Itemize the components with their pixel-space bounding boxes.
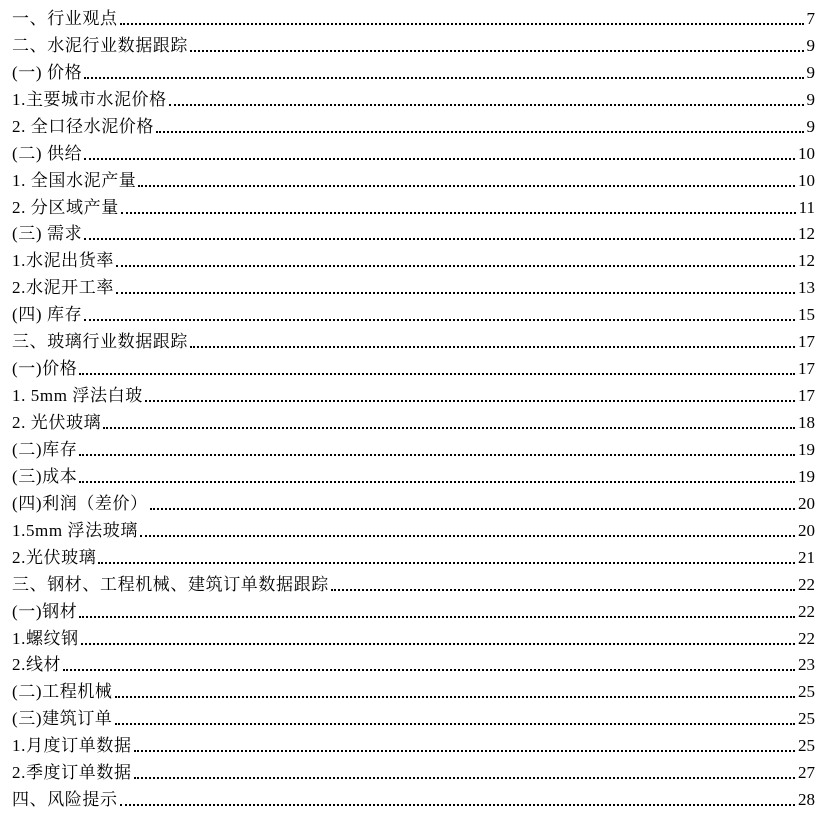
toc-entry-title[interactable]: 一、行业观点: [12, 8, 118, 28]
toc-entry-page-number[interactable]: 18: [798, 413, 815, 432]
toc-entry-page-number[interactable]: 17: [798, 386, 815, 406]
toc-entry[interactable]: [12, 487, 815, 514]
toc-entry-page-number[interactable]: 28: [798, 790, 815, 810]
dot-leader: [169, 104, 804, 106]
toc-entry[interactable]: [12, 110, 815, 137]
toc-entry[interactable]: [12, 56, 815, 83]
dot-leader: [79, 481, 795, 483]
toc-entry[interactable]: [12, 729, 815, 756]
toc-entry-title[interactable]: 1.月度订单数据: [12, 736, 132, 756]
toc-entry-title[interactable]: (二) 供给: [12, 143, 83, 163]
dot-leader: [103, 427, 795, 429]
toc-entry-title[interactable]: 三、钢材、工程机械、建筑订单数据跟踪: [12, 574, 329, 594]
toc-entry-title[interactable]: 2. 全口径水泥价格: [12, 116, 154, 136]
toc-entry-title[interactable]: 二、水泥行业数据跟踪: [12, 35, 188, 55]
toc-entry-page-number[interactable]: 9: [806, 35, 815, 55]
toc-entry-page-number[interactable]: 12: [798, 251, 815, 271]
toc-entry-page-number[interactable]: 25: [798, 736, 815, 756]
toc-entry-title[interactable]: (三)建筑订单: [12, 709, 113, 729]
toc-entry-title[interactable]: 1.螺纹钢: [12, 628, 79, 648]
toc-entry-page-number[interactable]: 12: [798, 224, 815, 244]
dot-leader: [84, 77, 803, 79]
toc-entry[interactable]: [12, 83, 815, 110]
toc-entry[interactable]: [12, 514, 815, 541]
toc-entry-title[interactable]: 2.季度订单数据: [12, 763, 132, 783]
dot-leader: [116, 265, 795, 267]
toc-entry-page-number[interactable]: 25: [798, 709, 815, 729]
dot-leader: [79, 616, 795, 618]
dot-leader: [84, 238, 795, 240]
toc-entry-page-number[interactable]: 22: [798, 574, 815, 594]
toc-entry-title[interactable]: (四) 库存: [12, 305, 83, 325]
toc-entry-title[interactable]: 2. 光伏玻璃: [12, 413, 102, 432]
toc-entry-page-number[interactable]: 20: [798, 520, 815, 540]
dot-leader: [81, 643, 795, 645]
toc-entry-title[interactable]: 三、玻璃行业数据跟踪: [12, 332, 188, 352]
toc-entry-page-number[interactable]: 11: [798, 197, 815, 217]
toc-entry-page-number[interactable]: 17: [798, 332, 815, 352]
toc-entry-title[interactable]: (二)工程机械: [12, 682, 113, 702]
toc-entry-title[interactable]: 1. 全国水泥产量: [12, 170, 137, 190]
toc-entry[interactable]: [12, 352, 815, 379]
toc-entry-page-number[interactable]: 17: [798, 359, 815, 379]
dot-leader: [134, 777, 795, 779]
toc-entry-page-number[interactable]: 21: [798, 547, 815, 567]
table-of-contents: [12, 2, 815, 810]
dot-leader: [120, 804, 795, 806]
toc-entry-title[interactable]: 2.水泥开工率: [12, 278, 114, 298]
toc-entry[interactable]: [12, 702, 815, 729]
toc-entry-title[interactable]: (一) 价格: [12, 62, 83, 82]
toc-entry-title[interactable]: (三) 需求: [12, 224, 83, 244]
toc-entry-page-number[interactable]: 23: [798, 655, 815, 675]
toc-entry[interactable]: [12, 191, 815, 218]
toc-entry-title[interactable]: 2. 分区域产量: [12, 197, 119, 217]
toc-entry[interactable]: [12, 137, 815, 164]
toc-entry[interactable]: [12, 756, 815, 783]
toc-entry-page-number[interactable]: 9: [806, 116, 815, 136]
toc-entry-page-number[interactable]: 19: [798, 466, 815, 486]
toc-entry-title[interactable]: (一)钢材: [12, 601, 78, 621]
dot-leader: [150, 508, 795, 510]
dot-leader: [331, 589, 795, 591]
toc-entry[interactable]: [12, 649, 815, 676]
dot-leader: [79, 373, 795, 375]
dot-leader: [134, 750, 795, 752]
toc-entry[interactable]: [12, 379, 815, 406]
toc-entry-title[interactable]: 1.主要城市水泥价格: [12, 89, 167, 109]
toc-entry[interactable]: [12, 595, 815, 622]
dot-leader: [115, 696, 795, 698]
dot-leader: [156, 131, 804, 133]
toc-entry-page-number[interactable]: 10: [798, 143, 815, 163]
toc-entry[interactable]: [12, 406, 815, 433]
toc-entry-title[interactable]: 2.线材: [12, 655, 62, 675]
dot-leader: [120, 23, 804, 25]
toc-entry-title[interactable]: 1.5mm 浮法玻璃: [12, 520, 138, 540]
dot-leader: [84, 319, 795, 321]
dot-leader: [116, 292, 795, 294]
toc-entry-title[interactable]: (二)库存: [12, 439, 78, 459]
toc-entry[interactable]: [12, 460, 815, 487]
dot-leader: [138, 185, 795, 187]
dot-leader: [115, 723, 795, 725]
toc-entry-title[interactable]: 1. 5mm 浮法白玻: [12, 386, 143, 406]
toc-entry-page-number[interactable]: 22: [798, 628, 815, 648]
toc-entry-title[interactable]: 1.水泥出货率: [12, 251, 114, 271]
toc-entry-page-number[interactable]: 27: [798, 763, 815, 783]
toc-entry-page-number[interactable]: 25: [798, 682, 815, 702]
toc-entry[interactable]: [12, 29, 815, 56]
dot-leader: [121, 212, 796, 214]
toc-entry[interactable]: [12, 271, 815, 298]
toc-entry[interactable]: [12, 783, 815, 810]
dot-leader: [140, 535, 795, 537]
toc-entry[interactable]: [12, 164, 815, 191]
toc-entry[interactable]: [12, 675, 815, 702]
toc-entry-page-number[interactable]: 20: [798, 493, 815, 513]
dot-leader: [145, 400, 795, 402]
dot-leader: [84, 158, 795, 160]
toc-entry-title[interactable]: (一)价格: [12, 359, 78, 379]
toc-entry[interactable]: [12, 325, 815, 352]
toc-entry-page-number[interactable]: 9: [806, 62, 815, 82]
toc-entry[interactable]: [12, 244, 815, 271]
toc-entry-page-number[interactable]: 22: [798, 601, 815, 621]
toc-entry[interactable]: [12, 433, 815, 460]
toc-entry[interactable]: [12, 218, 815, 245]
toc-entry-title[interactable]: 2.光伏玻璃: [12, 547, 97, 567]
toc-entry-page-number[interactable]: 19: [798, 439, 815, 459]
toc-entry[interactable]: [12, 568, 815, 595]
toc-entry-title[interactable]: (四)利润（差价）: [12, 493, 148, 513]
dot-leader: [79, 454, 795, 456]
dot-leader: [190, 346, 795, 348]
dot-leader: [98, 562, 795, 564]
toc-entry[interactable]: [12, 622, 815, 649]
toc-entry-page-number[interactable]: 15: [798, 305, 815, 325]
toc-entry-page-number[interactable]: 10: [798, 170, 815, 190]
toc-entry-title[interactable]: (三)成本: [12, 466, 78, 486]
toc-entry-page-number[interactable]: 7: [806, 8, 815, 28]
toc-entry-title[interactable]: 四、风险提示: [12, 790, 118, 810]
dot-leader: [190, 50, 804, 52]
toc-entry-page-number[interactable]: 13: [798, 278, 815, 298]
toc-entry[interactable]: [12, 541, 815, 568]
toc-entry[interactable]: [12, 298, 815, 325]
toc-entry[interactable]: [12, 2, 815, 29]
dot-leader: [63, 669, 795, 671]
toc-entry-page-number[interactable]: 9: [806, 89, 815, 109]
